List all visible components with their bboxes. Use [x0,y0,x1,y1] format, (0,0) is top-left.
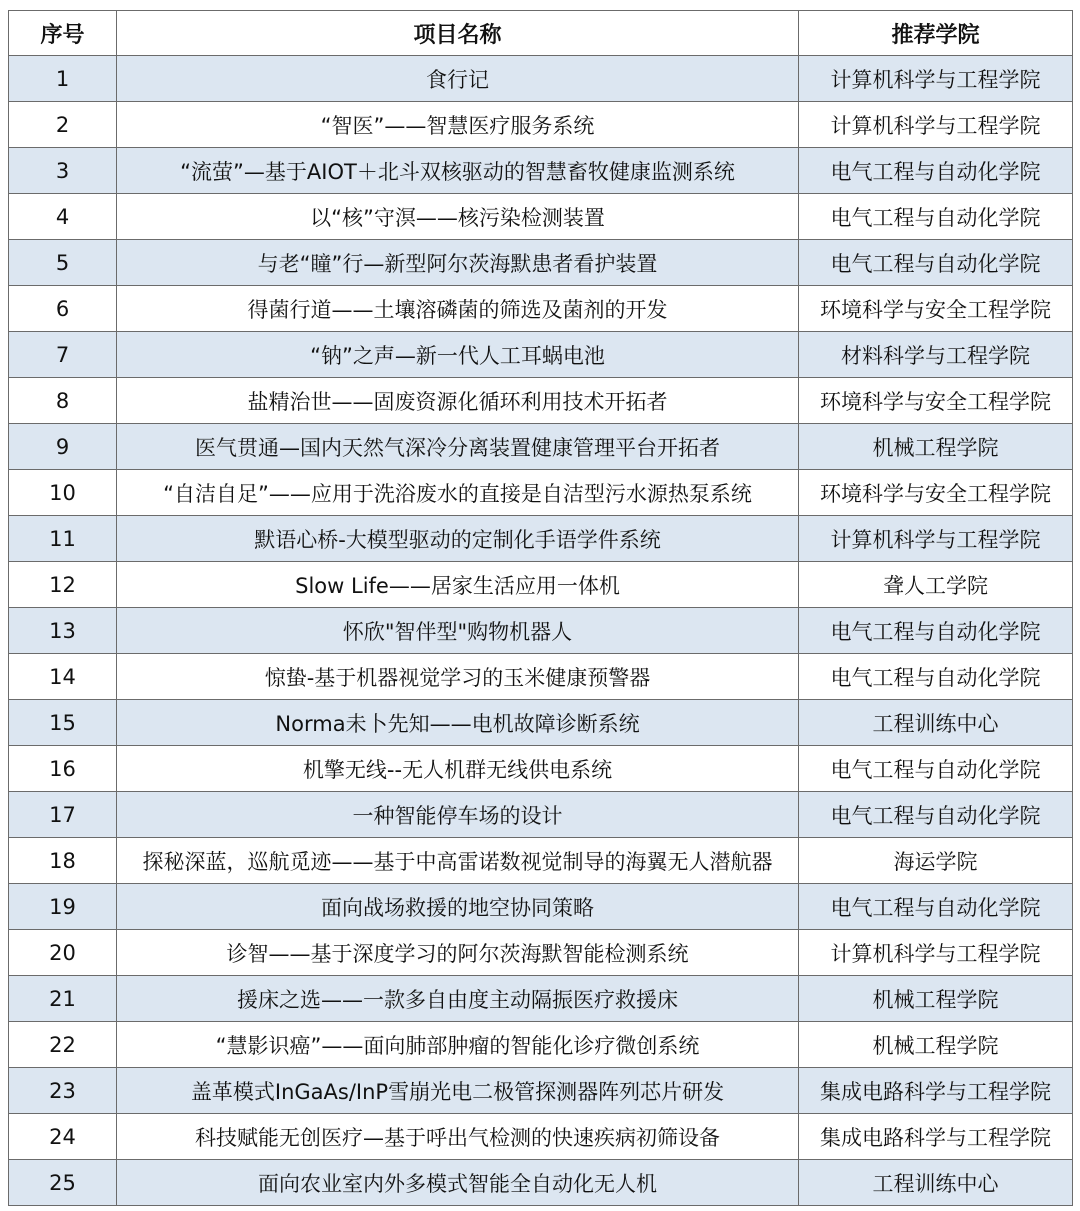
table-row [9,516,1073,562]
cell-num: 1 [9,56,117,102]
cell-name: 援床之选——一款多自由度主动隔振医疗救援床 [117,976,799,1022]
cell-school: 材料科学与工程学院 [799,332,1073,378]
cell-name: 与老“瞳”行—新型阿尔茨海默患者看护装置 [117,240,799,286]
table-row [9,194,1073,240]
table-row [9,56,1073,102]
cell-num: 16 [9,746,117,792]
cell-school: 工程训练中心 [799,1160,1073,1206]
table-row [9,378,1073,424]
cell-name: 默语心桥-大模型驱动的定制化手语学件系统 [117,516,799,562]
table-row [9,700,1073,746]
cell-name: 诊智——基于深度学习的阿尔茨海默智能检测系统 [117,930,799,976]
cell-num: 14 [9,654,117,700]
table-row [9,838,1073,884]
cell-school: 电气工程与自动化学院 [799,608,1073,654]
header-name: 项目名称 [117,11,799,56]
project-table [8,10,1073,1206]
cell-num: 7 [9,332,117,378]
cell-school: 机械工程学院 [799,1022,1073,1068]
cell-school: 电气工程与自动化学院 [799,654,1073,700]
table-row [9,1114,1073,1160]
cell-name: 探秘深蓝，巡航觅迹——基于中高雷诺数视觉制导的海翼无人潜航器 [117,838,799,884]
cell-school: 机械工程学院 [799,976,1073,1022]
cell-name: 面向农业室内外多模式智能全自动化无人机 [117,1160,799,1206]
cell-school: 环境科学与安全工程学院 [799,378,1073,424]
cell-num: 19 [9,884,117,930]
table-row [9,1068,1073,1114]
cell-name: 面向战场救援的地空协同策略 [117,884,799,930]
cell-num: 11 [9,516,117,562]
cell-num: 12 [9,562,117,608]
cell-name: 一种智能停车场的设计 [117,792,799,838]
cell-name: “钠”之声—新一代人工耳蜗电池 [117,332,799,378]
table-row [9,102,1073,148]
cell-name: 惊蛰-基于机器视觉学习的玉米健康预警器 [117,654,799,700]
table-row [9,930,1073,976]
cell-name: 盖革模式InGaAs/InP雪崩光电二极管探测器阵列芯片研发 [117,1068,799,1114]
cell-num: 5 [9,240,117,286]
table-row [9,562,1073,608]
cell-school: 计算机科学与工程学院 [799,930,1073,976]
cell-name: Norma未卜先知——电机故障诊断系统 [117,700,799,746]
cell-name: “自洁自足”——应用于洗浴废水的直接是自洁型污水源热泵系统 [117,470,799,516]
cell-name: 以“核”守溟——核污染检测装置 [117,194,799,240]
table-row [9,1022,1073,1068]
table-row [9,654,1073,700]
table-row [9,286,1073,332]
cell-school: 机械工程学院 [799,424,1073,470]
cell-school: 集成电路科学与工程学院 [799,1114,1073,1160]
cell-school: 电气工程与自动化学院 [799,148,1073,194]
header-school: 推荐学院 [799,11,1073,56]
cell-name: “流萤”—基于AIOT＋北斗双核驱动的智慧畜牧健康监测系统 [117,148,799,194]
table-row [9,608,1073,654]
cell-school: 电气工程与自动化学院 [799,240,1073,286]
table-row [9,332,1073,378]
cell-school: 环境科学与安全工程学院 [799,470,1073,516]
table-row [9,792,1073,838]
table-row [9,424,1073,470]
cell-school: 电气工程与自动化学院 [799,746,1073,792]
cell-num: 3 [9,148,117,194]
table-row [9,1160,1073,1206]
cell-num: 25 [9,1160,117,1206]
cell-num: 23 [9,1068,117,1114]
cell-school: 计算机科学与工程学院 [799,516,1073,562]
table-header [9,11,1073,56]
cell-num: 2 [9,102,117,148]
cell-name: 医气贯通—国内天然气深冷分离装置健康管理平台开拓者 [117,424,799,470]
table-row [9,884,1073,930]
header-num: 序号 [9,11,117,56]
cell-school: 电气工程与自动化学院 [799,792,1073,838]
cell-num: 17 [9,792,117,838]
cell-num: 6 [9,286,117,332]
cell-num: 22 [9,1022,117,1068]
cell-num: 13 [9,608,117,654]
cell-school: 电气工程与自动化学院 [799,884,1073,930]
table-row [9,976,1073,1022]
cell-school: 计算机科学与工程学院 [799,56,1073,102]
cell-school: 海运学院 [799,838,1073,884]
cell-name: Slow Life——居家生活应用一体机 [117,562,799,608]
table-row [9,148,1073,194]
cell-num: 10 [9,470,117,516]
cell-school: 环境科学与安全工程学院 [799,286,1073,332]
cell-num: 24 [9,1114,117,1160]
header-row [9,11,1073,56]
cell-num: 18 [9,838,117,884]
table-row [9,240,1073,286]
cell-school: 工程训练中心 [799,700,1073,746]
cell-name: 盐精治世——固废资源化循环利用技术开拓者 [117,378,799,424]
table-row [9,746,1073,792]
cell-num: 21 [9,976,117,1022]
cell-name: 科技赋能无创医疗—基于呼出气检测的快速疾病初筛设备 [117,1114,799,1160]
cell-school: 计算机科学与工程学院 [799,102,1073,148]
cell-name: 怀欣"智伴型"购物机器人 [117,608,799,654]
cell-num: 8 [9,378,117,424]
cell-num: 9 [9,424,117,470]
cell-num: 15 [9,700,117,746]
cell-school: 聋人工学院 [799,562,1073,608]
cell-school: 电气工程与自动化学院 [799,194,1073,240]
cell-name: “慧影识癌”——面向肺部肿瘤的智能化诊疗微创系统 [117,1022,799,1068]
cell-num: 4 [9,194,117,240]
table-body [9,56,1073,1206]
table-row [9,470,1073,516]
cell-school: 集成电路科学与工程学院 [799,1068,1073,1114]
project-table-container [8,10,1072,1206]
cell-name: “智医”——智慧医疗服务系统 [117,102,799,148]
cell-num: 20 [9,930,117,976]
cell-name: 食行记 [117,56,799,102]
cell-name: 得菌行道——土壤溶磷菌的筛选及菌剂的开发 [117,286,799,332]
cell-name: 机擎无线--无人机群无线供电系统 [117,746,799,792]
